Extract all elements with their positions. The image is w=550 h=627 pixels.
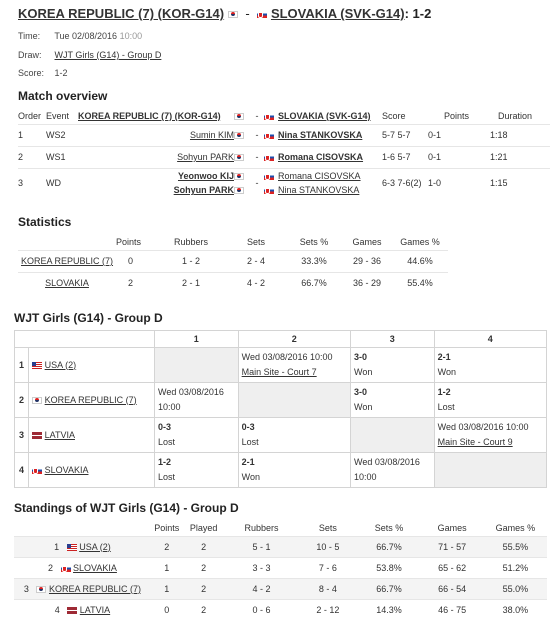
team-link[interactable]: SLOVAKIA — [73, 562, 117, 573]
sets-cell: 7 - 6 — [298, 557, 357, 578]
team-link[interactable]: SLOVAKIA — [45, 278, 89, 289]
match-score: 2-1 — [241, 457, 255, 467]
points-cell: 1 — [151, 557, 183, 578]
away-player-link[interactable]: Romana CISOVSKA — [278, 152, 364, 162]
rubbers-cell: 5 - 1 — [225, 536, 299, 557]
table-row — [18, 250, 448, 272]
statistics-heading: Statistics — [18, 215, 72, 229]
games-cell: 36 - 29 — [342, 272, 392, 294]
match-overview-heading: Match overview — [18, 89, 108, 103]
table-row — [14, 536, 547, 557]
slovakia-flag-icon — [32, 467, 42, 474]
position: 1 — [54, 541, 60, 552]
team-link[interactable]: USA (2) — [44, 359, 77, 370]
korea-flag-icon — [228, 11, 238, 18]
latvia-flag-icon — [67, 607, 77, 614]
match-result: Lost — [241, 437, 259, 447]
points-cell: 0-1 — [428, 130, 442, 140]
sets-pct-cell: 66.7% — [357, 578, 420, 599]
match-score: 0-3 — [241, 422, 255, 432]
points-cell: 1 — [151, 578, 183, 599]
rubbers-cell: 2 - 1 — [156, 272, 226, 294]
team-link[interactable]: KOREA REPUBLIC (7) — [44, 394, 137, 405]
match-cell — [434, 383, 546, 418]
table-row: 1 WS2 Sumin KIM - Nina STANKOVSKA 5-7 5-7 0-1 1:18 — [18, 124, 550, 146]
korea-flag-icon — [234, 187, 244, 194]
row-number: 4 — [15, 453, 29, 488]
games-pct-cell: 55.5% — [484, 536, 547, 557]
table-row: 2 WS1 Sohyun PARK - Romana CISOVSKA 1-6 5-7 0-1 1:21 — [18, 146, 550, 168]
points-cell: 0 — [151, 599, 183, 620]
match-cell — [155, 383, 239, 418]
group-col-4: 4 — [434, 331, 546, 348]
col-points: Points — [444, 110, 470, 121]
match-score: 2-1 — [437, 352, 451, 362]
points-cell: 2 — [116, 272, 156, 294]
games-pct-cell: 51.2% — [484, 557, 547, 578]
self-cell — [434, 453, 546, 488]
duration-cell: 1:21 — [490, 152, 508, 162]
team-link[interactable]: KOREA REPUBLIC (7) — [20, 256, 114, 266]
games-pct-cell: 38.0% — [484, 599, 547, 620]
date-text: Wed 03/08/2016 — [353, 457, 420, 467]
standings-table — [14, 520, 547, 620]
col-event: Event — [46, 110, 70, 121]
slovakia-flag-icon — [61, 565, 71, 572]
match-cell — [434, 348, 546, 383]
games-pct-cell: 55.0% — [484, 578, 547, 599]
group-col-1: 1 — [155, 331, 239, 348]
col-games-pct: Games % — [495, 522, 536, 533]
col-games: Games — [437, 522, 467, 533]
col-points: Points — [154, 522, 180, 533]
match-cell — [350, 348, 434, 383]
table-row — [18, 272, 448, 294]
points-cell: 2 — [151, 536, 183, 557]
games-cell: 65 - 62 — [421, 557, 484, 578]
col-order: Order — [18, 110, 42, 121]
korea-flag-icon — [234, 173, 244, 180]
match-result: Won — [353, 367, 373, 377]
time-extra: 10:00 — [119, 31, 143, 41]
korea-flag-icon — [234, 113, 244, 120]
slovakia-flag-icon — [264, 154, 274, 161]
event-cell: WD — [46, 178, 61, 189]
home-player-link[interactable]: Sohyun PARK — [173, 185, 234, 196]
col-sets-pct: Sets % — [299, 236, 329, 247]
position: 3 — [23, 583, 29, 594]
self-cell — [155, 348, 239, 383]
sets-cell: 8 - 4 — [298, 578, 357, 599]
slovakia-flag-icon — [257, 11, 267, 18]
table-row — [15, 453, 547, 488]
self-cell — [238, 383, 350, 418]
row-number: 2 — [15, 383, 29, 418]
points-cell: 1-0 — [428, 178, 442, 189]
duration-cell: 1:18 — [490, 130, 508, 140]
time-text: 10:00 — [158, 402, 181, 412]
slovakia-flag-icon — [264, 173, 274, 180]
match-cell — [238, 453, 350, 488]
korea-flag-icon — [36, 586, 46, 593]
table-row — [15, 418, 547, 453]
table-row: 3 WD Yeonwoo KIJ Sohyun PARK - Romana CISOVSKA Nina STANKOVSKA 6-3 7-6(2) 1-0 1:15 — [18, 168, 550, 198]
col-sets: Sets — [318, 522, 337, 533]
away-player-link[interactable]: Nina STANKOVSKA — [278, 130, 363, 140]
self-cell — [350, 418, 434, 453]
games-pct-cell: 44.6% — [392, 250, 448, 272]
match-score — [18, 68, 68, 78]
match-cell — [155, 453, 239, 488]
score-cell: 5-7 5-7 — [382, 130, 411, 140]
table-row — [14, 578, 547, 599]
sets-cell: 4 - 2 — [226, 272, 286, 294]
date-text: Wed 03/08/2016 — [158, 387, 224, 397]
away-team-link[interactable]: SLOVAKIA (SVK-G14) — [270, 6, 405, 21]
match-result: Lost — [437, 402, 455, 412]
order-cell: 2 — [18, 152, 24, 162]
sets-pct-cell: 66.7% — [286, 272, 342, 294]
games-pct-cell: 55.4% — [392, 272, 448, 294]
home-player-link[interactable]: Yeonwoo KIJ — [177, 171, 234, 182]
match-result: Won — [437, 367, 456, 377]
court-link[interactable]: Main Site - Court 9 — [437, 437, 513, 447]
team-link[interactable]: USA (2) — [79, 541, 111, 552]
games-cell: 66 - 54 — [421, 578, 484, 599]
score-cell: 1-6 5-7 — [382, 152, 411, 162]
match-score: 3-0 — [353, 352, 367, 362]
group-grid-table — [14, 330, 547, 488]
col-rubbers: Rubbers — [173, 236, 209, 247]
row-number: 3 — [15, 418, 29, 453]
table-row — [14, 557, 547, 578]
match-title — [18, 6, 431, 21]
event-cell: WS2 — [46, 130, 66, 140]
score-value: 1-2 — [54, 68, 68, 78]
points-cell: 0-1 — [428, 152, 442, 162]
order-cell: 3 — [18, 178, 24, 189]
table-row — [15, 348, 547, 383]
group-heading: WJT Girls (G14) - Group D — [14, 311, 163, 325]
match-score: 0-3 — [158, 422, 172, 432]
match-score: 3-0 — [353, 387, 367, 397]
match-cell — [350, 453, 434, 488]
col-sets-pct: Sets % — [374, 522, 404, 533]
match-cell — [238, 348, 350, 383]
slovakia-flag-icon — [264, 113, 274, 120]
order-cell: 1 — [18, 130, 24, 140]
row-number: 1 — [15, 348, 29, 383]
event-cell: WS1 — [46, 152, 66, 162]
draw-label: Draw: — [18, 50, 42, 60]
played-cell: 2 — [183, 557, 225, 578]
group-col-2: 2 — [238, 331, 350, 348]
time-text: 10:00 — [353, 472, 377, 482]
played-cell: 2 — [183, 599, 225, 620]
away-player-link[interactable]: Romana CISOVSKA — [278, 171, 361, 182]
team-link[interactable]: LATVIA — [79, 604, 111, 615]
slovakia-flag-icon — [264, 187, 274, 194]
sets-pct-cell: 53.8% — [357, 557, 420, 578]
games-cell: 71 - 57 — [421, 536, 484, 557]
games-cell: 46 - 75 — [421, 599, 484, 620]
sets-cell: 2 - 12 — [298, 599, 357, 620]
rubbers-cell: 4 - 2 — [225, 578, 299, 599]
col-points: Points — [116, 236, 142, 247]
group-col-3: 3 — [350, 331, 434, 348]
rubbers-cell: 3 - 3 — [225, 557, 299, 578]
col-duration: Duration — [498, 110, 533, 121]
match-score: 1-2 — [437, 387, 451, 397]
match-cell — [434, 418, 546, 453]
sets-pct-cell: 66.7% — [357, 536, 420, 557]
score-cell: 6-3 7-6(2) — [382, 178, 422, 189]
rubbers-cell: 0 - 6 — [225, 599, 299, 620]
match-result: : 1-2 — [404, 6, 432, 21]
played-cell: 2 — [183, 536, 225, 557]
home-player-link[interactable]: Sumin KIM — [189, 130, 234, 140]
match-cell — [238, 418, 350, 453]
usa-flag-icon — [67, 544, 77, 551]
points-cell: 0 — [116, 250, 156, 272]
standings-heading: Standings of WJT Girls (G14) - Group D — [14, 501, 239, 515]
match-time — [18, 31, 142, 41]
slovakia-flag-icon — [264, 132, 274, 139]
team-link[interactable]: SLOVAKIA — [44, 464, 89, 475]
home-team-link[interactable]: KOREA REPUBLIC (7) (KOR-G14) — [18, 6, 225, 21]
date-text: Wed 03/08/2016 10:00 — [437, 422, 529, 432]
rubbers-cell: 1 - 2 — [156, 250, 226, 272]
match-result: Lost — [158, 437, 176, 447]
col-games-pct: Games % — [400, 236, 440, 247]
match-result: Lost — [158, 472, 176, 482]
time-label: Time: — [18, 31, 41, 41]
korea-flag-icon — [234, 154, 244, 161]
col-away-link[interactable]: SLOVAKIA (SVK-G14) — [278, 110, 371, 121]
latvia-flag-icon — [32, 432, 42, 439]
match-result: Won — [241, 472, 260, 482]
team-link[interactable]: KOREA REPUBLIC (7) — [48, 583, 141, 594]
table-row — [15, 383, 547, 418]
table-row — [14, 599, 547, 620]
team-link[interactable]: LATVIA — [44, 429, 75, 440]
col-games: Games — [352, 236, 382, 247]
score-label: Score: — [18, 68, 45, 78]
court-link[interactable]: Main Site - Court 7 — [241, 367, 317, 377]
match-result: Won — [353, 402, 373, 412]
match-cell — [155, 418, 239, 453]
away-player-link[interactable]: Nina STANKOVSKA — [278, 185, 360, 196]
col-rubbers: Rubbers — [244, 522, 279, 533]
korea-flag-icon — [234, 132, 244, 139]
korea-flag-icon — [32, 397, 42, 404]
sets-cell: 2 - 4 — [226, 250, 286, 272]
usa-flag-icon — [32, 362, 42, 369]
sets-cell: 10 - 5 — [298, 536, 357, 557]
match-cell — [350, 383, 434, 418]
duration-cell: 1:15 — [490, 178, 508, 189]
home-player-link[interactable]: Sohyun PARK — [177, 152, 234, 162]
match-score: 1-2 — [158, 457, 172, 467]
time-value: Tue 02/08/2016 — [54, 31, 118, 41]
col-home-link[interactable]: KOREA REPUBLIC (7) (KOR-G14) — [78, 110, 221, 121]
match-overview-table: Order Event KOREA REPUBLIC (7) (KOR-G14) - SLOVAKIA (SVK-G14) Score Points Duration 1 WS2 Sumin KIM - Nina STANKOVSKA 5-7 5-7 0-1 1:18 2 WS1 Sohyun PARK - Romana CISOVSKA 1-6 5-7 0-1 1:21 3 WD Yeonwoo KIJ Sohyun PARK - Romana CISOVSKA Nina STANKOVSKA 6-3 7-6(2) 1-0 1:15 — [18, 108, 550, 198]
title-separator: - — [245, 6, 250, 21]
col-score: Score — [382, 110, 406, 121]
position: 2 — [48, 562, 54, 573]
col-played: Played — [189, 522, 218, 533]
position: 4 — [54, 604, 60, 615]
draw-link[interactable]: WJT Girls (G14) - Group D — [54, 50, 162, 60]
statistics-table — [18, 234, 448, 294]
date-text: Wed 03/08/2016 10:00 — [241, 352, 333, 362]
sets-pct-cell: 14.3% — [357, 599, 420, 620]
played-cell: 2 — [183, 578, 225, 599]
games-cell: 29 - 36 — [342, 250, 392, 272]
match-draw — [18, 50, 161, 60]
col-sets: Sets — [246, 236, 265, 247]
sets-pct-cell: 33.3% — [286, 250, 342, 272]
